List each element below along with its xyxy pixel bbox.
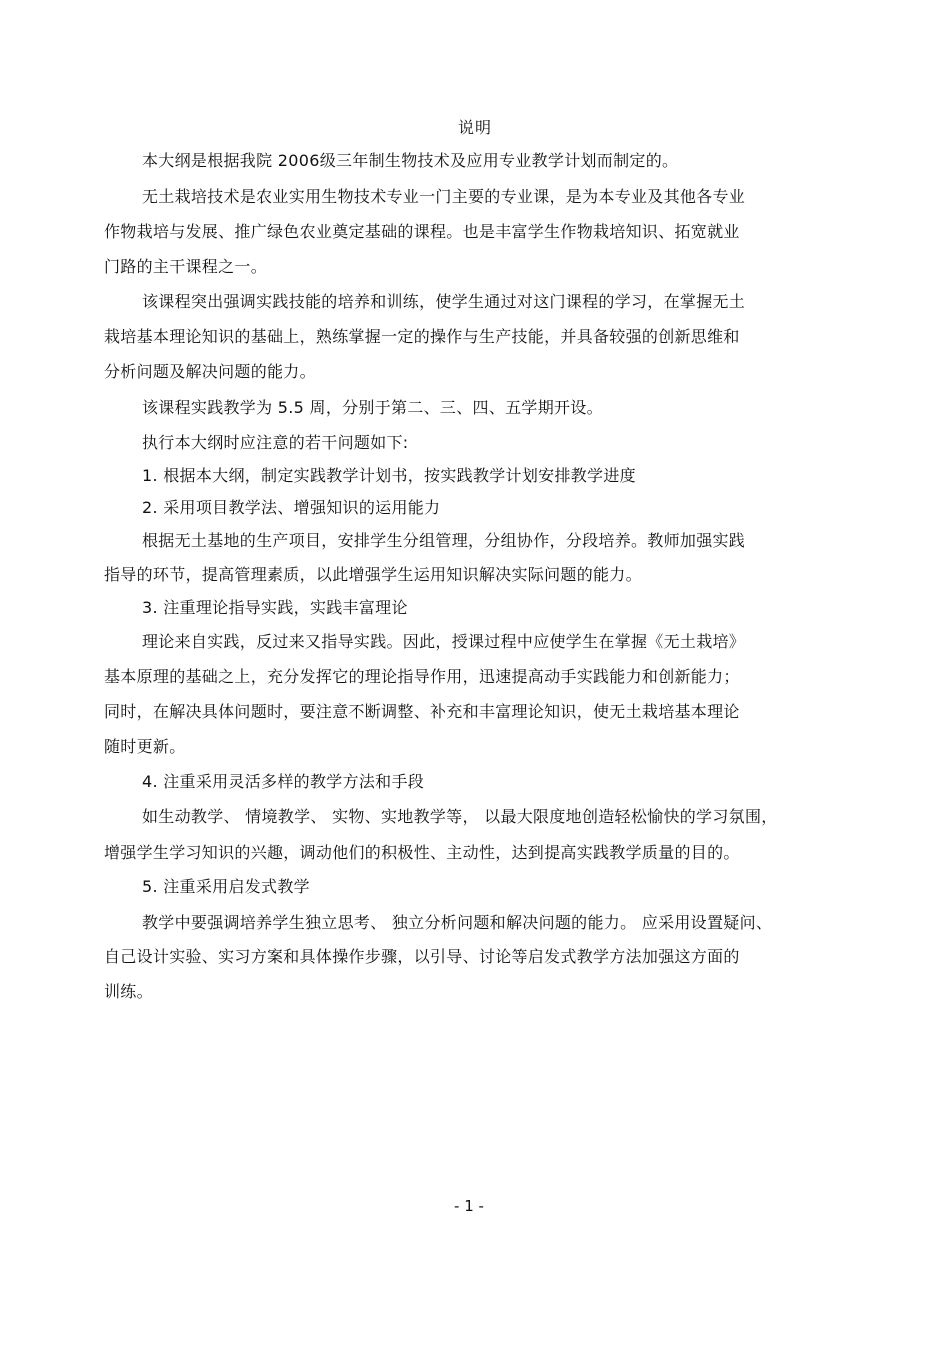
paragraph-line: 指导的环节，提高管理素质，以此增强学生运用知识解决实际问题的能力。 <box>104 565 642 584</box>
paragraph-line: 基本原理的基础之上，充分发挥它的理论指导作用，迅速提高动手实践能力和创新能力； <box>104 667 740 686</box>
page-number: - 1 - <box>454 1197 484 1215</box>
paragraph-line: 同时，在解决具体问题时，要注意不断调整、补充和丰富理论知识，使无土栽培基本理论 <box>104 702 740 721</box>
paragraph-line: 随时更新。 <box>104 737 186 756</box>
paragraph-line: 栽培基本理论知识的基础上，熟练掌握一定的操作与生产技能，并具备较强的创新思维和 <box>104 327 740 346</box>
paragraph-line: 自己设计实验、实习方案和具体操作步骤，以引导、讨论等启发式教学方法加强这方面的 <box>104 947 740 966</box>
paragraph-line: 作物栽培与发展、推广绿色农业奠定基础的课程。也是丰富学生作物栽培知识、拓宽就业 <box>104 222 740 241</box>
list-item-heading: 1. 根据本大纲，制定实践教学计划书，按实践教学计划安排教学进度 <box>142 466 636 485</box>
paragraph-line: 如生动教学、 情境教学、 实物、实地教学等， 以最大限度地创造轻松愉快的学习氛围， <box>142 807 778 826</box>
paragraph-line: 教学中要强调培养学生独立思考、 独立分析问题和解决问题的能力。 应采用设置疑问、 <box>142 913 773 932</box>
list-item-heading: 2. 采用项目教学法、增强知识的运用能力 <box>142 498 441 517</box>
paragraph-line: 执行本大纲时应注意的若干问题如下: <box>142 433 409 452</box>
paragraph-line: 训练。 <box>104 982 153 1001</box>
list-item-heading: 3. 注重理论指导实践，实践丰富理论 <box>142 598 408 617</box>
paragraph-line: 根据无土基地的生产项目，安排学生分组管理，分组协作，分段培养。教师加强实践 <box>142 531 746 550</box>
paragraph-line: 该课程实践教学为 5.5 周，分别于第二、三、四、五学期开设。 <box>142 398 603 417</box>
paragraph-line: 该课程突出强调实践技能的培养和训练，使学生通过对这门课程的学习，在掌握无土 <box>142 292 746 311</box>
paragraph-line: 理论来自实践，反过来又指导实践。因此，授课过程中应使学生在掌握《无土栽培》 <box>142 632 746 651</box>
paragraph-line: 分析问题及解决问题的能力。 <box>104 362 316 381</box>
paragraph-line: 增强学生学习知识的兴趣，调动他们的积极性、主动性，达到提高实践教学质量的目的。 <box>104 843 740 862</box>
list-item-heading: 5. 注重采用启发式教学 <box>142 877 310 896</box>
paragraph-line: 本大纲是根据我院 2006级三年制生物技术及应用专业教学计划而制定的。 <box>142 151 679 170</box>
paragraph-line: 无土栽培技术是农业实用生物技术专业一门主要的专业课，是为本专业及其他各专业 <box>142 187 746 206</box>
paragraph-line: 门路的主干课程之一。 <box>104 257 268 276</box>
list-item-heading: 4. 注重采用灵活多样的教学方法和手段 <box>142 772 425 791</box>
document-title: 说明 <box>457 118 492 137</box>
